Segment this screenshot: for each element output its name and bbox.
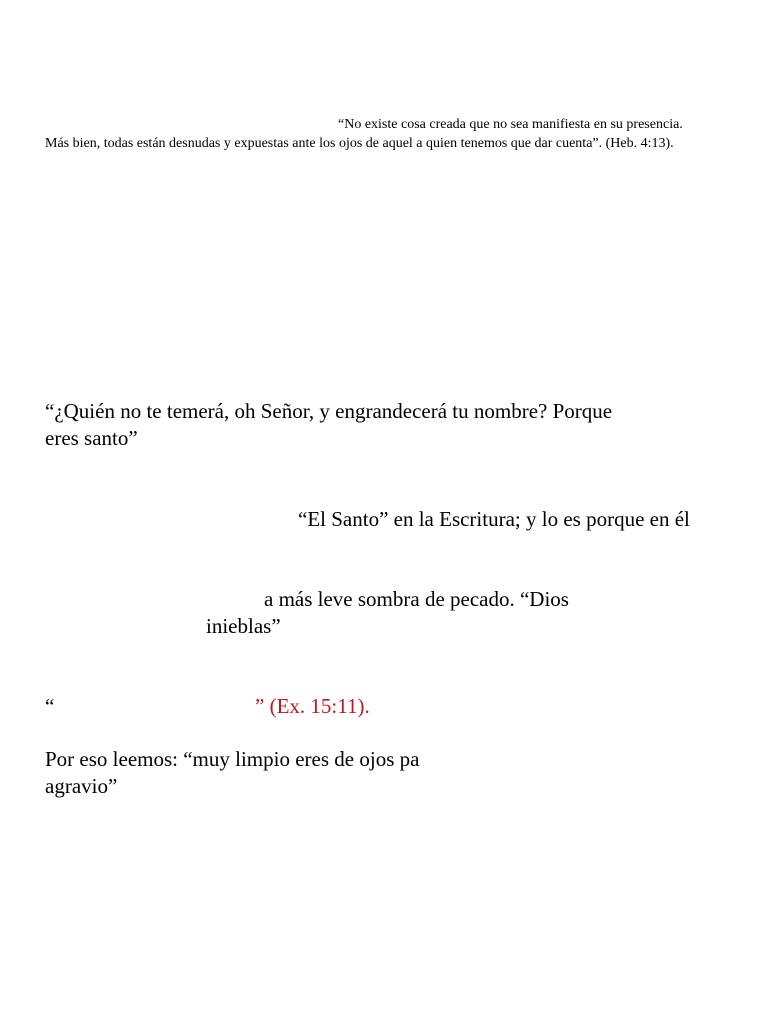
fragment-sombra-pecado: a más leve sombra de pecado. “Dios — [264, 587, 569, 611]
quote-line-2: eres santo” — [45, 426, 138, 450]
scripture-reference: ” (Ex. 15:11). — [255, 694, 370, 718]
fragment-limpio-line-2: agravio” — [45, 774, 118, 798]
fragment-el-santo: “El Santo” en la Escritura; y lo es porque en él — [298, 507, 690, 531]
fragment-limpio-line-1: Por eso leemos: “muy limpio eres de ojos pa — [45, 747, 420, 771]
epigraph-line-1: “No existe cosa creada que no sea manifiesta en su presencia. — [338, 117, 683, 132]
quote-line-1: “¿Quién no te temerá, oh Señor, y engrandecerá tu nombre? Porque — [45, 399, 613, 423]
epigraph-line-2: Más bien, todas están desnudas y expuestas ante los ojos de aquel a quien tenemos que dar cuenta”. (Heb. 4:13). — [45, 136, 674, 151]
fragment-tinieblas: inieblas” — [206, 614, 281, 638]
fragment-open-quote: “ — [45, 694, 55, 718]
